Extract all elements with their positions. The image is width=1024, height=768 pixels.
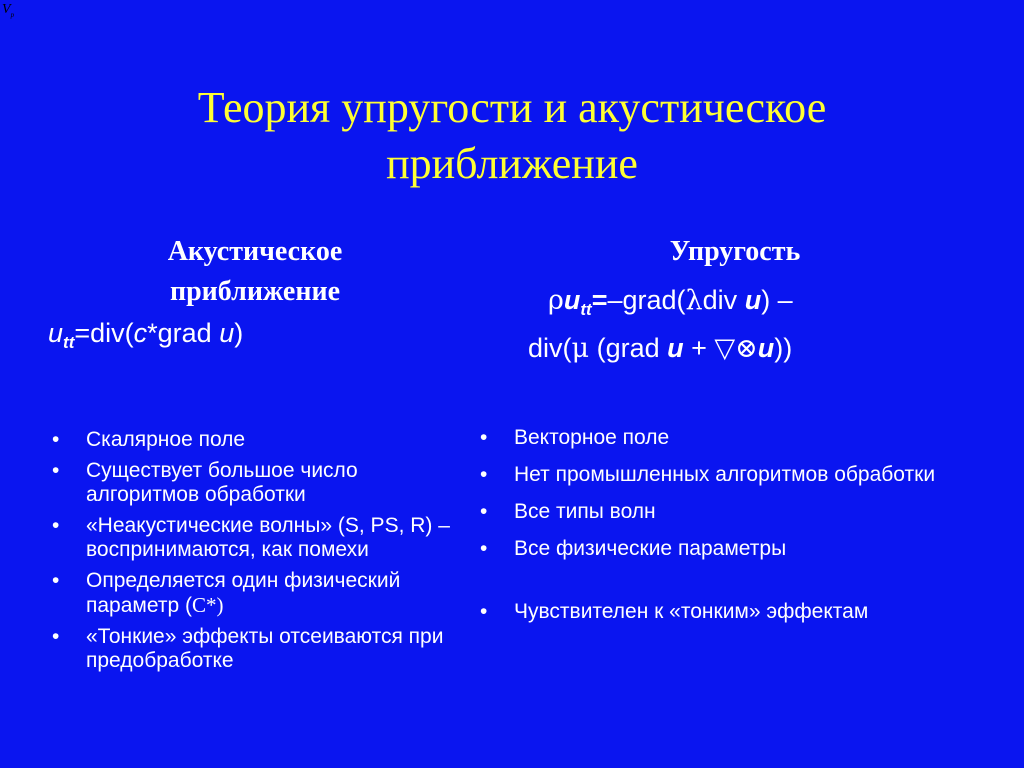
list-item: • «Тонкие» эффекты отсеиваются при предобработке bbox=[48, 625, 458, 673]
list-item: • Чувствителен к «тонким» эффектам bbox=[476, 596, 996, 627]
list-item: • Все физические параметры bbox=[476, 533, 996, 564]
elastic-wave-equation-line1: $\rho u_{tt}=-grad(\lambda div$ u) – bbox=[548, 285, 793, 319]
elastic-wave-equation-line2: div(μ (grad u + ▽⊗u)) bbox=[528, 333, 793, 364]
right-column-heading: Упругость bbox=[669, 236, 801, 267]
list-item: • Существует большое число алгоритмов обработки bbox=[48, 459, 458, 507]
slide-title-line1: Теория упругости и акустическое bbox=[197, 83, 827, 132]
acoustic-bullet-list bbox=[48, 428, 458, 680]
list-item: • Нет промышленных алгоритмов обработки bbox=[476, 459, 996, 490]
list-item: • Все типы волн bbox=[476, 496, 996, 527]
list-item: • Скалярное поле bbox=[48, 428, 458, 452]
list-item: • «Неакустические волны» (S, PS, R) – воспринимаются, как помехи bbox=[48, 514, 458, 562]
acoustic-wave-equation: $u_{tt}=div(c*grad$ u) bbox=[48, 318, 244, 352]
list-item: • Определяется один физический параметр (C*) bbox=[48, 569, 458, 618]
left-column-heading: Акустическое приближение bbox=[167, 236, 343, 307]
slide-title-line2: приближение bbox=[386, 139, 638, 188]
elastic-bullet-list bbox=[476, 422, 996, 633]
slide-title bbox=[0, 80, 1024, 192]
list-item: • Векторное поле bbox=[476, 422, 996, 453]
tensor-product-symbol: ⊗ bbox=[735, 333, 758, 364]
nabla-symbol: ▽ bbox=[714, 333, 736, 364]
corner-mark: $V_p$ bbox=[2, 2, 15, 19]
